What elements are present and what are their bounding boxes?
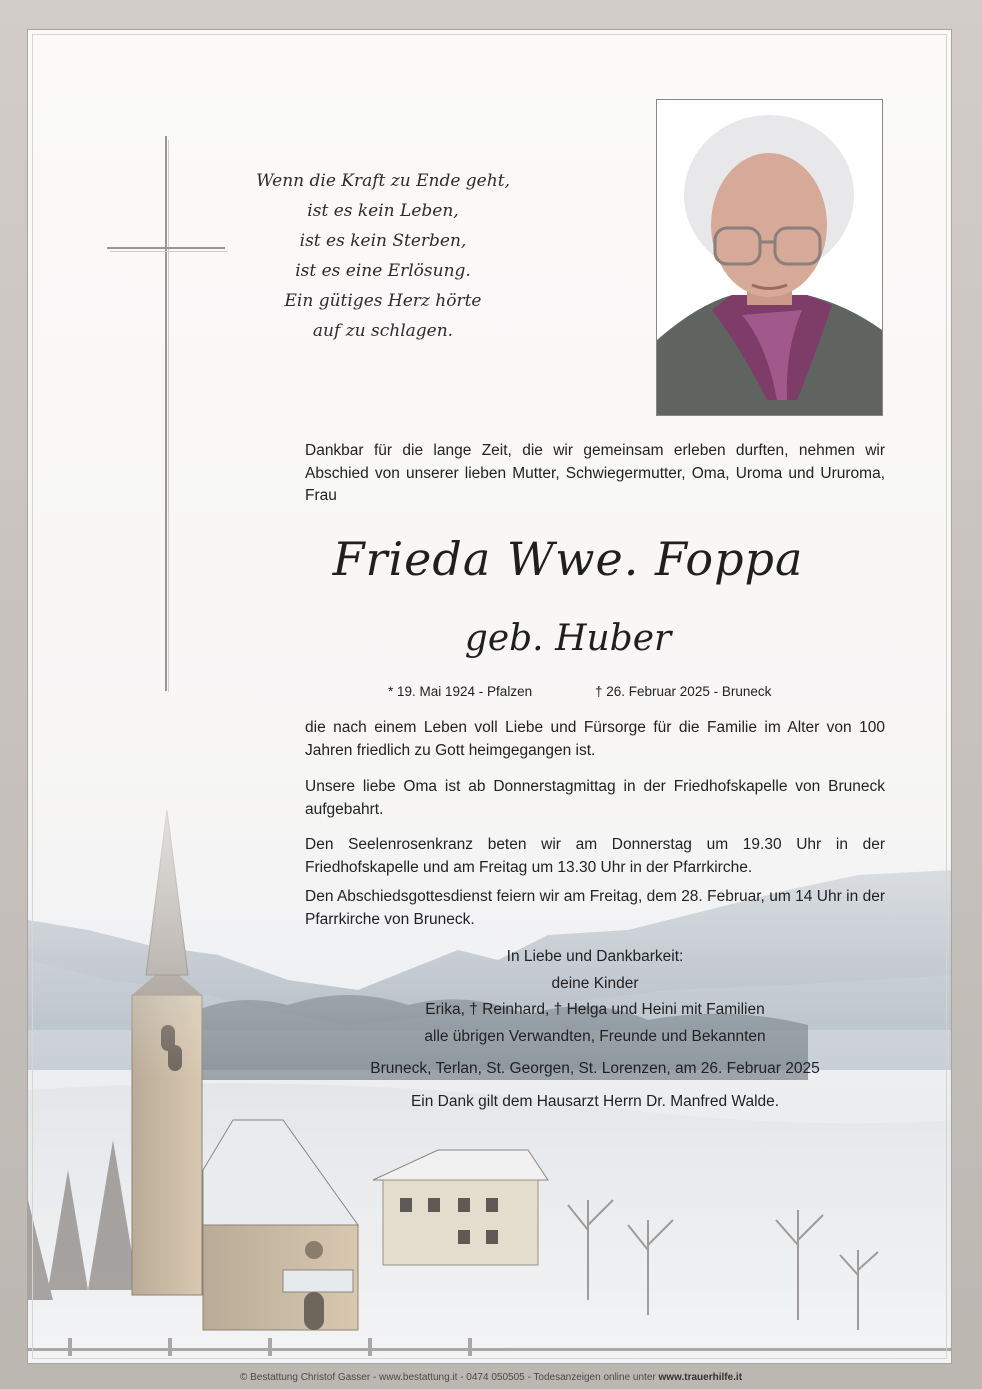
verse-line: auf zu schlagen.: [312, 321, 454, 341]
cross-vertical-bar: [165, 136, 167, 691]
intro-text: Dankbar für die lange Zeit, die wir gemeinsam erleben durften, nehmen wir Abschied von unserer lieben Mutter, Schwiegermutter, Oma, Uroma und Ururoma, Frau: [305, 442, 885, 504]
signoff-line: alle übrigen Verwandten, Freunde und Bekannten: [424, 1027, 766, 1045]
paragraph: die nach einem Leben voll Liebe und Fürsorge für die Familie im Alter von 100 Jahren friedlich zu Gott heimgegangen ist.: [305, 719, 885, 759]
portrait-image: [657, 100, 882, 415]
verse: [243, 166, 523, 346]
signoff-line: Erika, † Reinhard, † Helga und Heini mit Familien: [425, 1001, 765, 1018]
signoff: [305, 944, 885, 1115]
verse-line: ist es eine Erlösung.: [295, 261, 471, 281]
verse-line: Wenn die Kraft zu Ende geht,: [256, 171, 510, 191]
footer-text: © Bestattung Christof Gasser - www.bestattung.it - 0474 050505 - Todesanzeigen online unter: [239, 1372, 659, 1383]
birth-name: geb. Huber: [464, 618, 672, 659]
obituary-card: [27, 29, 952, 1364]
signoff-line: deine Kinder: [551, 974, 639, 992]
paragraph: Den Seelenrosenkranz beten wir am Donnerstag um 19.30 Uhr in der Friedhofskapelle und am Freitag um 13.30 Uhr in der Pfarrkirche.: [305, 836, 885, 876]
signoff-line: Ein Dank gilt dem Hausarzt Herrn Dr. Manfred Walde.: [410, 1092, 780, 1110]
deceased-name: Frieda Wwe. Foppa: [332, 532, 804, 586]
birth-date: * 19. Mai 1924 - Pfalzen: [388, 684, 533, 699]
cross-horizontal-shadow: [110, 251, 228, 252]
signoff-line: In Liebe und Dankbarkeit:: [506, 948, 684, 965]
footer: [0, 1372, 982, 1383]
cross-horizontal-bar: [107, 247, 225, 249]
paragraph: Unsere liebe Oma ist ab Donnerstagmittag in der Friedhofskapelle von Bruneck aufgebahrt.: [305, 778, 885, 818]
footer-site-link[interactable]: www.trauerhilfe.it: [658, 1372, 743, 1383]
portrait-photo: [656, 99, 883, 416]
verse-line: Ein gütiges Herz hörte: [284, 291, 482, 311]
signoff-line: Bruneck, Terlan, St. Georgen, St. Lorenzen, am 26. Februar 2025: [370, 1060, 820, 1077]
death-date: † 26. Februar 2025 - Bruneck: [595, 684, 772, 699]
paragraph: Den Abschiedsgottesdienst feiern wir am Freitag, dem 28. Februar, um 14 Uhr in der Pfarrkirche von Bruneck.: [305, 888, 885, 928]
cross-vertical-shadow: [168, 140, 169, 692]
verse-line: ist es kein Sterben,: [299, 231, 467, 251]
verse-line: ist es kein Leben,: [307, 201, 459, 221]
